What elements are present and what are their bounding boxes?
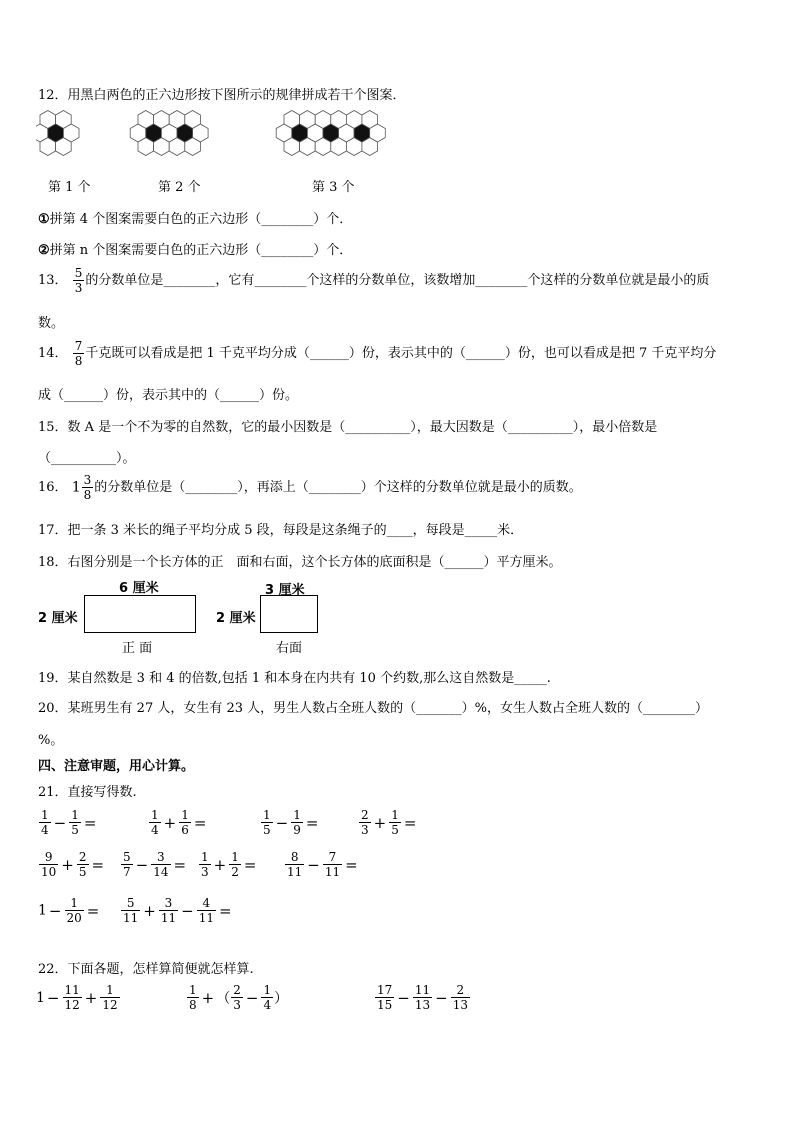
q13-text-a: 的分数单位是________，它有________个这样的分数单位，该数增加________个这样的分数单位就是最小的质 [85, 273, 710, 288]
circled-one: ① [38, 212, 50, 227]
operator: − [245, 988, 259, 1007]
whole-number: 1 [36, 989, 45, 1006]
q12-text: 12．用黑白两色的正六边形按下图所示的规律拼成若干个图案． [38, 88, 406, 103]
white-hexagon [130, 124, 146, 142]
fraction: $\frac{1}{20}$ [66, 896, 82, 925]
fraction: $\frac{1}{3}$ [201, 850, 209, 879]
fraction: $\frac{1}{4}$ [263, 983, 272, 1012]
operator: − [307, 855, 320, 874]
section-4-heading: 四、注意审题，用心计算。 [38, 759, 195, 774]
q19-text: 19．某自然数是 3 和 4 的倍数,包括 1 和本身在内共有 10 个约数,那么这自然数是_____. [38, 671, 551, 686]
right-face-top-label: 3 厘米 [265, 583, 305, 598]
q21-expression [358, 809, 418, 836]
q21-expression [284, 851, 360, 878]
q20-line2: %。 [38, 733, 64, 748]
q21-expression [198, 851, 258, 878]
q22-title: 22．下面各题，怎样算简便就怎样算. [38, 962, 254, 977]
equals-sign: = [86, 901, 100, 920]
fraction: $\frac{1}{5}$ [263, 808, 271, 837]
fraction: $\frac{9}{10}$ [41, 850, 57, 879]
operator: + [61, 855, 74, 874]
front-face-left-label: 2 厘米 [38, 611, 78, 626]
q12-sub1-text: 拼第 4 个图案需要白色的正六边形（________）个． [49, 212, 353, 227]
operator: + [213, 855, 227, 874]
equals-sign: = [305, 813, 319, 832]
right-face-left-label: 2 厘米 [216, 611, 256, 626]
q21-expression [148, 809, 208, 836]
black-hexagon [292, 124, 308, 142]
fraction: $\frac{17}{15}$ [377, 983, 393, 1012]
whole-number: （ [216, 990, 231, 1007]
fraction: $\frac{4}{11}$ [198, 896, 214, 925]
equals-sign: = [243, 855, 257, 874]
q14-line1 [38, 340, 716, 367]
front-face-rectangle [84, 595, 196, 633]
q16-text: 的分数单位是（________），再添上（________）个这样的分数单位就是最小的质数。 [94, 480, 582, 495]
q21-expression [38, 809, 98, 836]
front-face-caption: 正 面 [122, 641, 153, 656]
fraction: $\frac{2}{5}$ [78, 850, 87, 879]
white-hexagon [370, 124, 386, 142]
q22-expression [186, 984, 288, 1011]
operator: − [46, 988, 60, 1007]
q12-sub2 [38, 239, 352, 258]
q13-line1 [38, 267, 709, 294]
black-hexagon [146, 124, 162, 142]
fraction: $\frac{3}{14}$ [153, 850, 169, 879]
operator: − [135, 855, 149, 874]
white-hexagon [339, 124, 355, 142]
q13-line2: 数。 [38, 316, 65, 331]
q15-line2: （__________）。 [38, 451, 136, 466]
fraction: $\frac{1}{9}$ [293, 808, 301, 837]
fraction: $\frac{1}{8}$ [189, 983, 197, 1012]
whole-number: ） [274, 990, 289, 1007]
q21-expression [38, 897, 101, 924]
operator: + [373, 813, 387, 832]
white-hexagon [276, 124, 292, 142]
q21-title: 21．直接写得数. [38, 785, 137, 800]
operator: − [397, 988, 410, 1007]
front-face-top-label: 6 厘米 [119, 581, 159, 596]
q21-expression [120, 851, 188, 878]
fraction: $\frac{11}{12}$ [64, 983, 80, 1012]
q16-line [38, 474, 582, 501]
operator: + [201, 988, 215, 1007]
figure-label-2: 第 2 个 [158, 180, 201, 195]
hexagon-pattern-figures [36, 108, 476, 168]
fraction: $\frac{8}{11}$ [287, 850, 303, 879]
fraction: $\frac{1}{6}$ [181, 808, 189, 837]
fraction: $\frac{2}{3}$ [361, 808, 369, 837]
q12-sub2-text: 拼第 n 个图案需要白色的正六边形（________）个． [49, 243, 353, 258]
q21-expression [120, 897, 234, 924]
fraction: $\frac{5}{11}$ [123, 896, 139, 925]
equals-sign: = [219, 901, 232, 920]
operator: − [53, 813, 67, 832]
operator: + [163, 813, 177, 832]
fraction: $\frac{3}{8}$ [83, 473, 92, 502]
q14-line2: 成（______）份，表示其中的（______）份。 [38, 388, 299, 403]
whole-number: 1 [38, 902, 47, 919]
equals-sign: = [403, 813, 417, 832]
operator: − [181, 901, 194, 920]
black-hexagon [323, 124, 339, 142]
operator: − [435, 988, 448, 1007]
q15-line1: 15．数 A 是一个不为零的自然数，它的最小因数是（__________），最大因数是（__________），最小倍数是 [38, 420, 658, 435]
equals-sign: = [173, 855, 187, 874]
fraction: $\frac{3}{11}$ [160, 896, 177, 925]
right-face-caption: 右面 [276, 641, 303, 656]
operator: + [143, 901, 156, 920]
equals-sign: = [91, 855, 105, 874]
fraction: $\frac{5}{3}$ [74, 266, 83, 295]
fraction: $\frac{1}{2}$ [231, 850, 239, 879]
white-hexagon [193, 124, 209, 142]
fraction: $\frac{1}{5}$ [71, 808, 79, 837]
fraction: $\frac{1}{4}$ [41, 808, 49, 837]
q20-line1: 20．某班男生有 27 人，女生有 23 人，男生人数占全班人数的（_______）%，女生人数占全班人数的（________） [38, 701, 709, 716]
q22-expression [374, 984, 471, 1011]
white-hexagon [63, 124, 79, 142]
black-hexagon [177, 124, 193, 142]
fraction: $\frac{1}{12}$ [102, 983, 118, 1012]
black-hexagon [354, 124, 370, 142]
fraction: $\frac{2}{3}$ [233, 983, 241, 1012]
equals-sign: = [345, 855, 358, 874]
fraction: $\frac{11}{13}$ [414, 983, 431, 1012]
q14-text-a: 千克既可以看成是把 1 千克平均分成（______）份，表示其中的（______）份，也可以看成是把 7 千克平均分 [85, 346, 717, 361]
fraction: $\frac{7}{11}$ [324, 850, 341, 879]
operator: + [84, 988, 98, 1007]
white-hexagon [307, 124, 323, 142]
right-face-rectangle [260, 595, 318, 633]
q18-text: 18．右图分别是一个长方体的正 面和右面，这个长方体的底面积是（______）平方厘米。 [38, 555, 562, 570]
q12-sub1 [38, 208, 352, 227]
figure-label-1: 第 1 个 [48, 180, 91, 195]
operator: − [48, 901, 62, 920]
fraction: $\frac{5}{7}$ [123, 850, 131, 879]
fraction: $\frac{2}{13}$ [452, 983, 468, 1012]
q17-text: 17．把一条 3 米长的绳子平均分成 5 段，每段是这条绳子的____，每段是_____米． [38, 523, 524, 538]
figure-label-3: 第 3 个 [312, 180, 355, 195]
equals-sign: = [193, 813, 207, 832]
q16-number: 16． [38, 480, 68, 495]
operator: − [275, 813, 289, 832]
q22-expression [36, 984, 121, 1011]
fraction: $\frac{7}{8}$ [74, 339, 83, 368]
circled-two: ② [38, 243, 50, 258]
fraction: $\frac{1}{4}$ [151, 808, 159, 837]
black-hexagon [48, 124, 64, 142]
q14-number: 14． [38, 346, 68, 361]
q21-expression [260, 809, 320, 836]
equals-sign: = [83, 813, 97, 832]
q13-number: 13． [38, 273, 68, 288]
fraction: $\frac{1}{5}$ [391, 808, 399, 837]
q21-expression [38, 851, 106, 878]
white-hexagon [161, 124, 177, 142]
mixed-number-whole: 1 [71, 479, 81, 496]
